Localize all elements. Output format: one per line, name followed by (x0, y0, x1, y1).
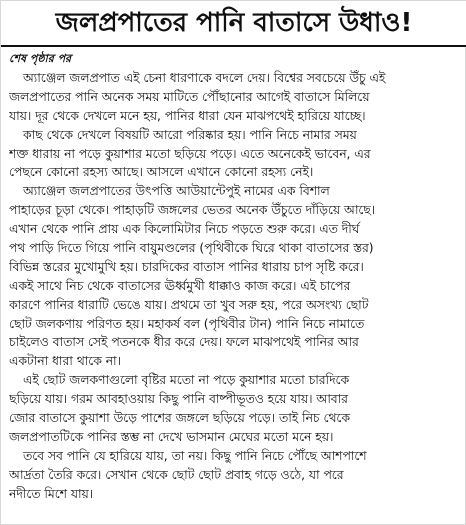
text-line: ছড়িয়ে যায়। গরম আবহাওয়ায় কিছু পানি বাষ্পীভূতও হয়ে যায়। আবার (9, 392, 348, 407)
paragraph (9, 126, 461, 183)
paragraph (9, 447, 461, 504)
paragraph (9, 371, 461, 447)
headline-box (1, 1, 466, 47)
text-line: পাহাড়ের চূড়া থেকে। পাহাড়টি জঙ্গলের ভেতর অনেক উঁচুতে দাঁড়িয়ে আছে। (9, 203, 376, 218)
text-line: পথ পাড়ি দিতে গিয়ে পানি বায়ুমণ্ডলের (পৃথিবীকে ঘিরে থাকা বাতাসের স্তর) (9, 241, 374, 256)
text-line: জলপ্রপাতের পানি অনেক সময় মাটিতে পৌঁছানোর আগেই বাতাসে মিলিয়ে (9, 89, 370, 104)
text-line: পেছনে কোনো রহস্য আছে। আসলে এখানে কোনো রহস্য নেই। (9, 165, 314, 180)
text-line: ছোট জলকণায় পরিণত হয়। মহাকর্ষ বল (পৃথিবীর টান) পানি নিচে নামাতে (9, 316, 365, 331)
text-line: একই সাথে নিচ থেকে বাতাসের ঊর্ধ্বমুখী ধাক্কাও কাজ করে। এই চাপের (9, 278, 351, 293)
text-line: শক্ত ধারায় না পড়ে কুয়াশার মতো ছড়িয়ে পড়ে। এতে অনেকেই ভাবেন, এর (9, 146, 371, 161)
paragraph (9, 69, 461, 126)
text-line: তবে সব পানি যে হারিয়ে যায়, তা নয়। কিছু পানি নিচে পৌঁছে আশপাশে (23, 448, 367, 463)
text-line: জোর বাতাসে কুয়াশা উড়ে পাশের জঙ্গলে ছড়িয়ে পড়ে। তাই নিচ থেকে (9, 411, 350, 426)
headline: জলপ্রপাতের পানি বাতাসে উধাও! (55, 8, 413, 38)
text-line: নদীতে মিশে যায়। (9, 486, 94, 501)
paragraph (9, 182, 461, 371)
text-line: আর্দ্রতা তৈরি করে। সেখান থেকে ছোট ছোট প্রবাহ গড়ে ওঠে, যা পরে (9, 467, 344, 482)
text-line: জলপ্রপাতটিকে পানির স্তম্ভ না দেখে ভাসমান মেঘের মতো মনে হয়। (9, 429, 334, 444)
text-line: চাইলেও বাতাস সেই পতনকে ধীর করে দেয়। ফলে মাঝপথেই পানির আর (9, 335, 359, 350)
continuation-kicker: শেষ পৃষ্ঠার পর (9, 52, 72, 65)
text-line: কাছ থেকে দেখলে বিষয়টি আরো পরিষ্কার হয়। পানি নিচে নামার সময় (23, 127, 357, 142)
text-line: এই ছোট জলকণাগুলো বৃষ্টির মতো না পড়ে কুয়াশার মতো চারদিকে (23, 373, 350, 388)
text-line: এখান থেকে পানি প্রায় এক কিলোমিটার নিচে পড়তে শুরু করে। এত দীর্ঘ (9, 222, 360, 237)
text-line: একটানা ধারা থাকে না। (9, 354, 122, 369)
text-line: অ্যাঞ্জেল জলপ্রপাতের উৎপত্তি আউয়ান্টেপুই নামের এক বিশাল (23, 184, 330, 199)
text-line: কারণে পানির ধারাটি ভেঙে যায়। প্রথমে তা খুব সরু হয়, পরে অসংখ্য ছোট (9, 297, 369, 312)
text-line: অ্যাঞ্জেল জলপ্রপাত এই চেনা ধারণাকে বদলে দেয়। বিশ্বের সবচেয়ে উঁচু এই (23, 71, 386, 85)
article-body (9, 69, 461, 519)
text-line: বিভিন্ন স্তরের মুখোমুখি হয়। চারদিকের বাতাস পানির ধারায় চাপ সৃষ্টি করে। (9, 259, 364, 274)
text-line: যায়। দূর থেকে দেখলে মনে হয়, পানির ধারা যেন মাঝপথেই হারিয়ে যাচ্ছে। (9, 108, 366, 123)
